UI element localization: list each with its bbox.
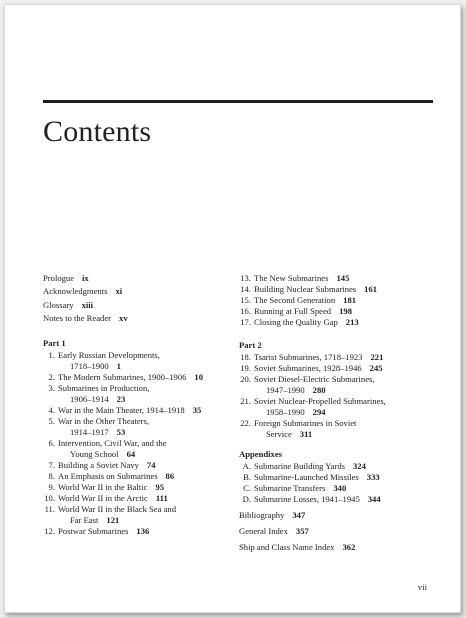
front-matter-entry-label: Glossary xyxy=(43,299,74,310)
chapter-entry xyxy=(239,374,439,396)
chapter-entry-title-text: The Modern Submarines, 1900–1906 xyxy=(58,371,187,382)
chapter-entry-page: 294 xyxy=(312,407,326,417)
appendix-entry-number: A. xyxy=(242,461,251,471)
chapter-entry xyxy=(239,418,439,440)
chapter-entry-title-text: The New Submarines xyxy=(254,273,329,283)
chapter-entry-number: 22. xyxy=(240,418,251,428)
chapter-entry-title-text: 1958–1990 xyxy=(266,407,305,417)
chapter-entry-title-text: An Emphasis on Submarines xyxy=(58,470,158,481)
chapter-entry-title-text: World War II in the Arctic xyxy=(58,492,148,503)
appendix-entry-number: D. xyxy=(242,494,251,504)
appendix-entry xyxy=(239,494,439,505)
chapter-entry xyxy=(239,295,439,306)
part2-chapter-list xyxy=(239,352,439,440)
chapter-entry-title-line xyxy=(58,460,156,471)
chapter-entry-title xyxy=(254,306,352,317)
title-rule xyxy=(43,100,433,103)
appendixes-heading: Appendixes xyxy=(239,449,282,459)
chapter-entry-title xyxy=(254,273,349,284)
chapter-entry-title-line xyxy=(254,363,383,374)
chapter-entry-title-text: Soviet Diesel-Electric Submarines, xyxy=(254,374,375,384)
chapter-entry-title-line xyxy=(58,449,167,460)
book-page xyxy=(4,4,461,613)
chapter-entry-title-text: 1914–1917 xyxy=(70,426,109,437)
chapter-entry-page: 74 xyxy=(146,459,156,470)
chapter-entry-title xyxy=(58,372,203,383)
chapter-entry-title xyxy=(254,396,386,418)
chapter-entry xyxy=(43,383,243,405)
chapter-entry-title-line xyxy=(58,361,160,372)
appendix-entry-title xyxy=(254,472,380,483)
chapter-entry xyxy=(43,526,243,537)
chapter-entry-title-line xyxy=(254,429,356,440)
chapter-entry-title-text: Tsarist Submarines, 1718–1923 xyxy=(254,352,363,362)
chapter-entry-title xyxy=(58,460,156,471)
chapter-entry-title-text: 1947–1990 xyxy=(266,385,305,395)
chapter-entry-page: 64 xyxy=(126,448,136,459)
chapter-entry xyxy=(239,317,439,328)
chapter-entry xyxy=(239,352,439,363)
chapter-entry-number: 14. xyxy=(240,284,251,294)
chapter-entry-page: 121 xyxy=(106,514,120,525)
appendix-entry-title-line xyxy=(254,461,366,472)
chapter-entry-number: 13. xyxy=(240,273,251,283)
chapter-entry-title-text: World War II in the Black Sea and xyxy=(58,503,177,514)
appendix-entry xyxy=(239,461,439,472)
appendix-entry-title xyxy=(254,483,346,494)
part1-continued-list xyxy=(239,273,439,328)
appendix-entry-title-text: Submarine Building Yards xyxy=(254,461,345,471)
chapter-entry xyxy=(43,405,243,416)
chapter-entry xyxy=(43,416,243,438)
back-matter-entry-page: 347 xyxy=(292,510,306,520)
appendix-entry-page: 324 xyxy=(352,461,366,471)
appendix-entry xyxy=(239,472,439,483)
chapter-entry-title xyxy=(58,482,164,493)
part1-heading: Part 1 xyxy=(43,337,66,348)
front-matter-entry-label: Prologue xyxy=(43,273,75,283)
toc-left-column xyxy=(43,273,243,537)
chapter-entry-page: 161 xyxy=(364,284,378,294)
chapter-entry-title-line xyxy=(254,284,377,295)
chapter-entry-title-text: The Second Generation xyxy=(254,295,336,305)
chapter-entry-title xyxy=(254,284,377,295)
chapter-entry-number: 3. xyxy=(48,382,55,393)
chapter-entry-page: 10 xyxy=(194,371,204,382)
chapter-entry xyxy=(43,372,243,383)
appendix-entry-number: C. xyxy=(243,483,251,493)
chapter-entry-title-line xyxy=(58,350,160,361)
chapter-entry-title-text: Early Russian Developments, xyxy=(58,349,160,360)
front-matter-entry xyxy=(43,300,243,311)
chapter-entry-title-line xyxy=(58,427,149,438)
chapter-entry-title xyxy=(58,471,174,482)
chapter-entry-title xyxy=(254,374,375,396)
front-matter-entry-page: xi xyxy=(115,286,123,297)
chapter-entry-title xyxy=(58,405,201,416)
chapter-entry-title xyxy=(254,295,356,306)
chapter-entry-number: 1. xyxy=(48,349,55,360)
chapter-entry-title-text: Service xyxy=(266,429,292,439)
page-title: Contents xyxy=(43,115,152,148)
chapter-entry-title-line xyxy=(254,273,349,284)
chapter-entry-page: 245 xyxy=(369,363,383,373)
chapter-entry-number: 4. xyxy=(48,404,55,415)
chapter-entry-number: 19. xyxy=(240,363,251,373)
back-matter-entry-page: 357 xyxy=(295,526,309,536)
part1-chapter-list xyxy=(43,350,243,537)
front-matter-entry xyxy=(43,286,243,297)
chapter-entry-title-line xyxy=(58,504,176,515)
chapter-entry-title-line xyxy=(254,352,383,363)
chapter-entry-title-line xyxy=(254,374,375,385)
chapter-entry-page: 86 xyxy=(165,470,175,481)
chapter-entry-title-text: Young School xyxy=(70,448,119,459)
appendix-entry-title xyxy=(254,494,381,505)
front-matter-entry-label: Notes to the Reader xyxy=(43,312,112,323)
chapter-entry-title xyxy=(58,526,149,537)
chapter-entry-title-line xyxy=(254,385,375,396)
chapter-entry-number: 11. xyxy=(44,503,55,514)
chapter-entry-page: 311 xyxy=(299,429,313,439)
chapter-entry-title xyxy=(58,416,149,438)
back-matter-entry-label: Bibliography xyxy=(239,510,285,520)
back-matter-entry-label: General Index xyxy=(239,526,288,536)
chapter-entry-number: 2. xyxy=(48,371,55,382)
appendix-entry-title-text: Submarine Losses, 1941–1945 xyxy=(254,494,360,504)
back-matter-entry-label: Ship and Class Name Index xyxy=(239,542,335,552)
chapter-entry xyxy=(239,284,439,295)
chapter-entry-number: 7. xyxy=(48,459,55,470)
chapter-entry-number: 21. xyxy=(240,396,251,406)
chapter-entry-title-line xyxy=(58,394,149,405)
chapter-entry-title xyxy=(254,363,383,374)
chapter-entry-page: 53 xyxy=(116,426,126,437)
chapter-entry-number: 17. xyxy=(240,317,251,327)
appendix-entry xyxy=(239,483,439,494)
appendix-entry-title-line xyxy=(254,483,346,494)
chapter-entry-title-text: Soviet Submarines, 1928–1946 xyxy=(254,363,362,373)
chapter-entry-title xyxy=(58,438,167,460)
chapter-entry-title-line xyxy=(254,306,352,317)
appendix-entry-title-line xyxy=(254,472,380,483)
chapter-entry-title-line xyxy=(254,396,386,407)
chapter-entry-title xyxy=(58,383,149,405)
chapter-entry-number: 16. xyxy=(240,306,251,316)
appendix-entry-title-text: Submarine-Launched Missiles xyxy=(254,472,359,482)
chapter-entry xyxy=(43,504,243,526)
back-matter-list xyxy=(239,510,439,553)
chapter-entry-number: 5. xyxy=(48,415,55,426)
chapter-entry xyxy=(43,471,243,482)
chapter-entry-number: 8. xyxy=(48,470,55,481)
chapter-entry xyxy=(239,363,439,374)
chapter-entry-title-text: Building a Soviet Navy xyxy=(58,459,139,470)
chapter-entry-title-line xyxy=(58,493,168,504)
chapter-entry-page: 23 xyxy=(116,393,126,404)
chapter-entry-title xyxy=(254,317,359,328)
chapter-entry-title-text: Postwar Submarines xyxy=(58,525,129,536)
chapter-entry-title-line xyxy=(254,317,359,328)
chapter-entry-title-line xyxy=(254,295,356,306)
chapter-entry-title-text: Closing the Quality Gap xyxy=(254,317,338,327)
chapter-entry-number: 10. xyxy=(44,492,55,503)
chapter-entry-number: 15. xyxy=(240,295,251,305)
front-matter-entry-label: Acknowledgments xyxy=(43,286,108,297)
chapter-entry-page: 181 xyxy=(343,295,357,305)
chapter-entry-page: 136 xyxy=(136,525,150,536)
chapter-entry-title-text: Far East xyxy=(70,514,99,525)
toc-right-column xyxy=(239,273,439,553)
front-matter-entry-page: ix xyxy=(82,273,89,283)
part2-heading: Part 2 xyxy=(239,340,262,350)
chapter-entry-page: 111 xyxy=(155,492,168,503)
chapter-entry xyxy=(43,482,243,493)
chapter-entry-title-line xyxy=(58,438,167,449)
appendix-list xyxy=(239,461,439,505)
chapter-entry-title xyxy=(58,350,160,372)
chapter-entry-title xyxy=(254,418,356,440)
chapter-entry-title-line xyxy=(58,405,201,416)
chapter-entry-page: 221 xyxy=(370,352,384,362)
front-matter-entry xyxy=(43,313,243,324)
chapter-entry xyxy=(43,350,243,372)
chapter-entry-title-text: 1906–1914 xyxy=(70,393,109,404)
chapter-entry xyxy=(239,396,439,418)
chapter-entry-number: 20. xyxy=(240,374,251,384)
chapter-entry-title xyxy=(58,504,176,526)
back-matter-entry xyxy=(239,510,439,521)
chapter-entry-title-line xyxy=(58,515,176,526)
chapter-entry-number: 6. xyxy=(48,437,55,448)
chapter-entry-title-text: War in the Other Theaters, xyxy=(58,415,150,426)
chapter-entry-title xyxy=(254,352,383,363)
chapter-entry-page: 198 xyxy=(339,306,352,316)
appendix-entry-number: B. xyxy=(243,472,251,482)
chapter-entry-title-line xyxy=(58,526,149,537)
front-matter-entry-page: xv xyxy=(119,312,128,323)
chapter-entry-page: 1 xyxy=(116,360,121,371)
front-matter-list xyxy=(43,273,243,324)
back-matter-entry xyxy=(239,526,439,537)
chapter-entry-title-text: Soviet Nuclear-Propelled Submarines, xyxy=(254,396,386,406)
chapter-entry xyxy=(43,438,243,460)
chapter-entry-title-line xyxy=(254,418,356,429)
chapter-entry-page: 213 xyxy=(345,317,359,327)
chapter-entry-title-text: Foreign Submarines in Soviet xyxy=(254,418,357,428)
chapter-entry-title xyxy=(58,493,168,504)
chapter-entry-title-text: Submarines in Production, xyxy=(58,382,150,393)
appendix-entry-page: 340 xyxy=(333,483,347,493)
chapter-entry-number: 18. xyxy=(240,352,251,362)
appendix-entry-title-line xyxy=(254,494,381,505)
chapter-entry-page: 35 xyxy=(192,404,202,415)
chapter-entry xyxy=(239,273,439,284)
chapter-entry-title-line xyxy=(58,471,174,482)
chapter-entry-title-text: Building Nuclear Submarines xyxy=(254,284,357,294)
chapter-entry xyxy=(239,306,439,317)
chapter-entry-title-text: 1718–1900 xyxy=(70,360,109,371)
appendix-entry-title-text: Submarine Transfers xyxy=(254,483,326,493)
chapter-entry xyxy=(43,460,243,471)
chapter-entry-title-line xyxy=(254,407,386,418)
chapter-entry-title-text: Running at Full Speed xyxy=(254,306,332,316)
chapter-entry-number: 9. xyxy=(48,481,55,492)
chapter-entry-title-line xyxy=(58,372,203,383)
back-matter-entry-page: 362 xyxy=(342,542,356,552)
chapter-entry-title-line xyxy=(58,416,149,427)
chapter-entry-title-line xyxy=(58,482,164,493)
chapter-entry-title-line xyxy=(58,383,149,394)
chapter-entry-page: 95 xyxy=(155,481,164,492)
chapter-entry xyxy=(43,493,243,504)
chapter-entry-title-text: Intervention, Civil War, and the xyxy=(58,437,167,448)
appendix-entry-title xyxy=(254,461,366,472)
chapter-entry-number: 12. xyxy=(44,525,55,536)
front-matter-entry-page: xiii xyxy=(81,299,94,310)
back-matter-entry xyxy=(239,542,439,553)
chapter-entry-page: 280 xyxy=(312,385,326,395)
appendix-entry-page: 333 xyxy=(366,472,380,482)
appendix-entry-page: 344 xyxy=(367,494,381,504)
front-matter-entry xyxy=(43,273,243,284)
chapter-entry-title-text: War in the Main Theater, 1914–1918 xyxy=(58,404,185,415)
chapter-entry-title-text: World War II in the Baltic xyxy=(58,481,148,492)
chapter-entry-page: 145 xyxy=(336,273,350,283)
page-folio: vii xyxy=(417,582,427,592)
